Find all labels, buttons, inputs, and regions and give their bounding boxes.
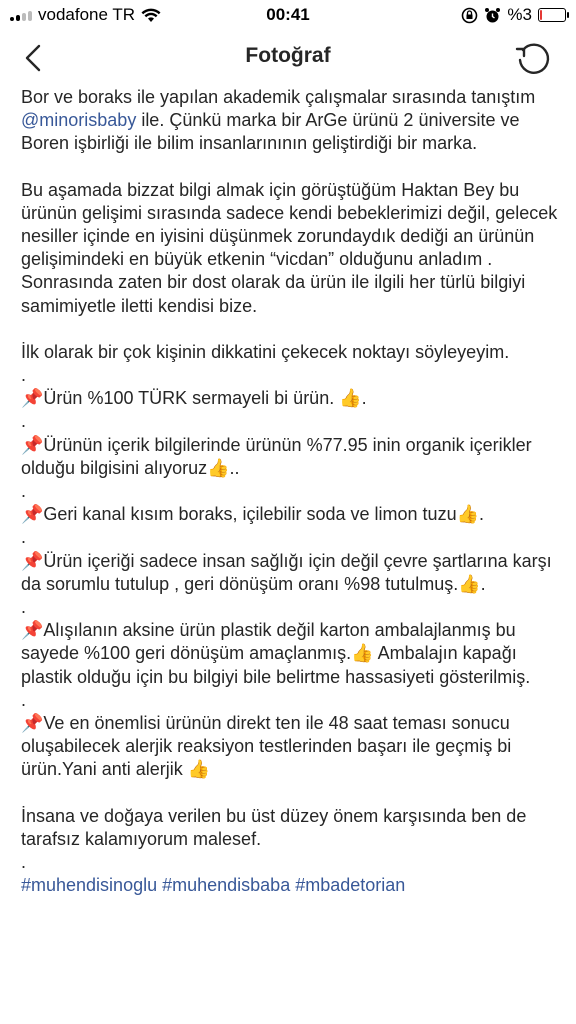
status-bar (0, 0, 576, 30)
thumbs-up-icon: 👍 (187, 759, 211, 781)
alarm-icon (484, 7, 501, 24)
refresh-button[interactable] (514, 40, 554, 80)
thumbs-up-icon: 👍 (458, 573, 481, 595)
bullet-item: 📌Ürünün içerik bilgilerinde ürünün %77.95 inin organik içerikler olduğu bilgisini alıyoruz👍.. (21, 434, 537, 479)
pushpin-icon: 📌 (21, 550, 44, 572)
caption-text: ile. Çünkü marka bir ArGe ürünü 2 üniversite ve Boren işbirliği ile bilim insanlarınının geliştirdiği bir marka. (21, 110, 525, 154)
pushpin-icon: 📌 (21, 388, 44, 410)
caption-paragraph: Bu aşamada bizzat bilgi almak için görüştüğüm Haktan Bey bu ürünün gelişimi sırasında sadece kendi bebeklerimizi değil, gelecek nesiller içinde en iyisini düşünmek zorundaydık dediği an ürünün gelişimindeki en büyük etkenin “vicdan” olduğunu anladım . Sonrasında zaten bir dost olarak da ürün ile ilgili her türlü bilgiyi samimiyetle iletti kendisi bize. (21, 179, 563, 316)
pushpin-icon: 📌 (21, 434, 44, 456)
caption-dot: . (21, 365, 27, 386)
thumbs-up-icon: 👍 (207, 457, 230, 479)
page-title: Fotoğraf (245, 44, 331, 67)
nav-bar (0, 30, 576, 86)
status-right (461, 5, 566, 25)
thumbs-up-icon: 👍 (351, 643, 374, 665)
bullet-item: 📌Geri kanal kısım boraks, içilebilir soda ve limon tuzu👍. (21, 504, 485, 526)
caption-dot: . (21, 852, 27, 873)
post-caption (21, 86, 561, 898)
caption-paragraph (21, 86, 561, 156)
bullet-item: 📌Ürün %100 TÜRK sermayeli bi ürün. 👍. (21, 388, 367, 410)
pushpin-icon: 📌 (21, 713, 44, 735)
thumbs-up-icon: 👍 (456, 504, 479, 526)
mention-link[interactable]: @minorisbaby (21, 110, 137, 131)
caption-text: Bor ve boraks ile yapılan akademik çalışmalar sırasında tanıştım (21, 87, 541, 107)
battery-fill (540, 10, 542, 20)
carrier-name: vodafone TR (38, 5, 136, 24)
battery-icon (538, 8, 566, 22)
status-time: 00:41 (266, 5, 310, 24)
hashtag-links[interactable]: #muhendisinoglu #muhendisbaba #mbadetorian (21, 875, 406, 896)
thumbs-up-icon: 👍 (339, 388, 362, 410)
caption-paragraph: İlk olarak bir çok kişinin dikkatini çekecek noktayı söyleyeyim. (21, 341, 510, 362)
bullet-item: 📌Ürün içeriği sadece insan sağlığı için değil çevre şartlarına karşı da sorumlu tutulup , geri dönüşüm oranı %98 tutulmuş.👍. (21, 550, 557, 595)
caption-dot: . (21, 481, 27, 502)
bullet-item: 📌Alışılanın aksine ürün plastik değil karton ambalajlanmış bu sayede %100 geri dönüşüm amaçlanmış.👍 Ambalajın kapağı plastik olduğu için bu bilgiyi bile belirtme hassasiyeti gösterilmiş. (21, 620, 531, 687)
refresh-icon (514, 40, 554, 80)
caption-dot: . (21, 597, 27, 618)
bullet-item: 📌Ve en önemlisi ürünün direkt ten ile 48 saat teması sonucu oluşabilecek alerjik reaksiyon testlerinden başarı ile geçmiş bi ürün.Yani anti alerjik 👍 (21, 713, 517, 781)
caption-paragraph: İnsana ve doğaya verilen bu üst düzey önem karşısında ben de tarafsız kalamıyorum malesef. (21, 805, 532, 849)
pushpin-icon: 📌 (21, 620, 44, 642)
orientation-lock-icon (461, 7, 478, 24)
caption-dot: . (21, 411, 27, 432)
battery-percent: %3 (507, 5, 532, 24)
pushpin-icon: 📌 (21, 504, 44, 526)
caption-dot: . (21, 527, 27, 548)
caption-dot: . (21, 689, 27, 710)
